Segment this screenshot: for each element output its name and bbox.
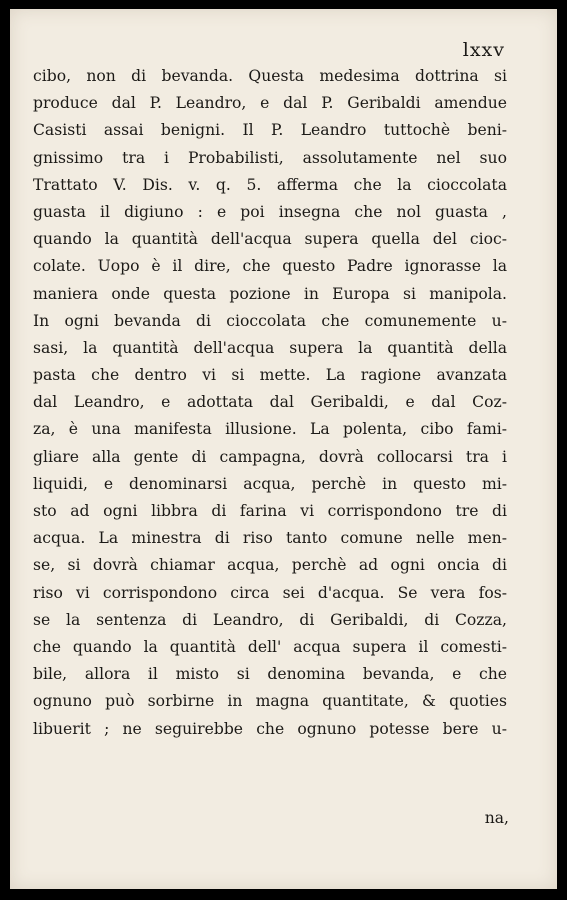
text-line: dal Leandro, e adottata dal Geribaldi, e dal Coz- — [33, 393, 507, 412]
book-page — [10, 9, 557, 889]
text-line: sasi, la quantità dell'acqua supera la quantità della — [33, 338, 507, 357]
text-line: se, si dovrà chiamar acqua, perchè ad ogni oncia di — [33, 556, 507, 575]
text-line: acqua. La minestra di riso tanto comune nelle men- — [33, 529, 507, 548]
text-line: che quando la quantità dell' acqua supera il comesti- — [33, 637, 507, 656]
text-line: riso vi corrispondono circa sei d'acqua. Se vera fos- — [33, 583, 507, 602]
body-text — [33, 63, 507, 743]
text-line: pasta che dentro vi si mette. La ragione avanzata — [33, 366, 507, 385]
text-line: guasta il digiuno : e poi insegna che nol guasta , — [33, 202, 507, 221]
text-line: Casisti assai benigni. Il P. Leandro tuttochè beni- — [33, 121, 507, 140]
text-line: Trattato V. Dis. v. q. 5. afferma che la cioccolata — [33, 175, 507, 194]
text-line: produce dal P. Leandro, e dal P. Geribaldi amendue — [33, 94, 507, 113]
text-line: za, è una manifesta illusione. La polenta, cibo fami- — [33, 420, 507, 439]
text-line: sto ad ogni libbra di farina vi corrispondono tre di — [33, 502, 507, 520]
page-number: lxxv — [462, 39, 505, 61]
text-line: gliare alla gente di campagna, dovrà collocarsi tra i — [33, 447, 507, 466]
text-line: libuerit ; ne seguirebbe che ognuno potesse bere u- — [33, 719, 507, 738]
text-line: bile, allora il misto si denomina bevanda, e che — [33, 665, 507, 684]
text-line: se la sentenza di Leandro, di Geribaldi, di Cozza, — [33, 610, 507, 629]
text-line: liquidi, e denominarsi acqua, perchè in questo mi- — [33, 474, 507, 493]
text-line: maniera onde questa pozione in Europa si manipola. — [33, 284, 507, 303]
catchword: na, — [484, 809, 509, 827]
text-line: In ogni bevanda di cioccolata che comunemente u- — [33, 311, 507, 330]
text-line: cibo, non di bevanda. Questa medesima dottrina si — [33, 67, 507, 85]
text-line: ognuno può sorbirne in magna quantitate, & quoties — [33, 692, 507, 711]
text-line: gnissimo tra i Probabilisti, assolutamente nel suo — [33, 148, 507, 167]
text-line: quando la quantità dell'acqua supera quella del cioc- — [33, 230, 507, 249]
text-line: colate. Uopo è il dire, che questo Padre ignorasse la — [33, 257, 507, 276]
